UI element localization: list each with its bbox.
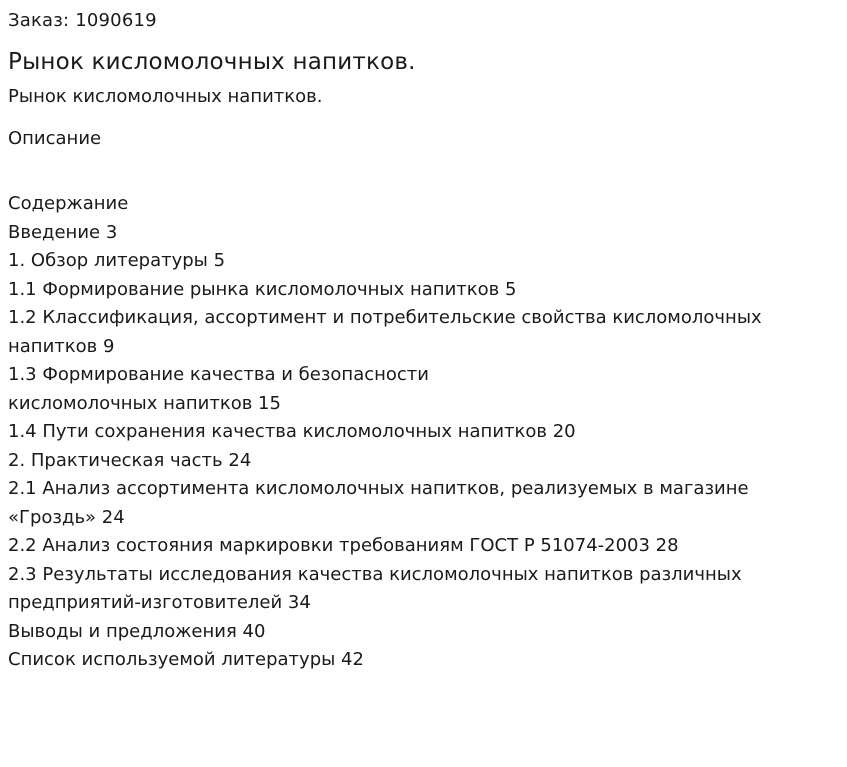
toc-line: 2. Практическая часть 24: [8, 449, 252, 471]
toc-line: 1. Обзор литературы 5: [8, 250, 226, 271]
toc-line: 2.3 Результаты исследования качества кисломолочных напитков различных: [8, 563, 742, 585]
page-subtitle: Рынок кисломолочных напитков.: [8, 86, 323, 107]
toc-line: Введение 3: [8, 221, 118, 243]
contents-heading: Содержание: [8, 193, 129, 214]
toc-line: «Гроздь» 24: [8, 506, 125, 528]
toc-line: 2.1 Анализ ассортимента кисломолочных напитков, реализуемых в магазине: [8, 478, 749, 499]
table-of-contents: [8, 190, 839, 675]
toc-line: 1.2 Классификация, ассортимент и потребительские свойства кисломолочных: [8, 307, 762, 328]
toc-line: кисломолочных напитков 15: [8, 392, 281, 414]
toc-line: Список используемой литературы 42: [8, 649, 364, 670]
toc-line: Выводы и предложения 40: [8, 620, 266, 642]
toc-line: предприятий-изготовителей 34: [8, 592, 311, 613]
toc-line: 1.1 Формирование рынка кисломолочных напитков 5: [8, 278, 517, 300]
toc-line: 2.2 Анализ состояния маркировки требованиям ГОСТ Р 51074-2003 28: [8, 535, 679, 556]
page-title: Рынок кисломолочных напитков.: [8, 49, 416, 75]
order-number: Заказ: 1090619: [8, 10, 157, 31]
toc-line: 1.4 Пути сохранения качества кисломолочных напитков 20: [8, 421, 576, 442]
toc-line: 1.3 Формирование качества и безопасности: [8, 364, 429, 385]
toc-line: напитков 9: [8, 335, 115, 357]
description-heading: Описание: [8, 128, 102, 149]
